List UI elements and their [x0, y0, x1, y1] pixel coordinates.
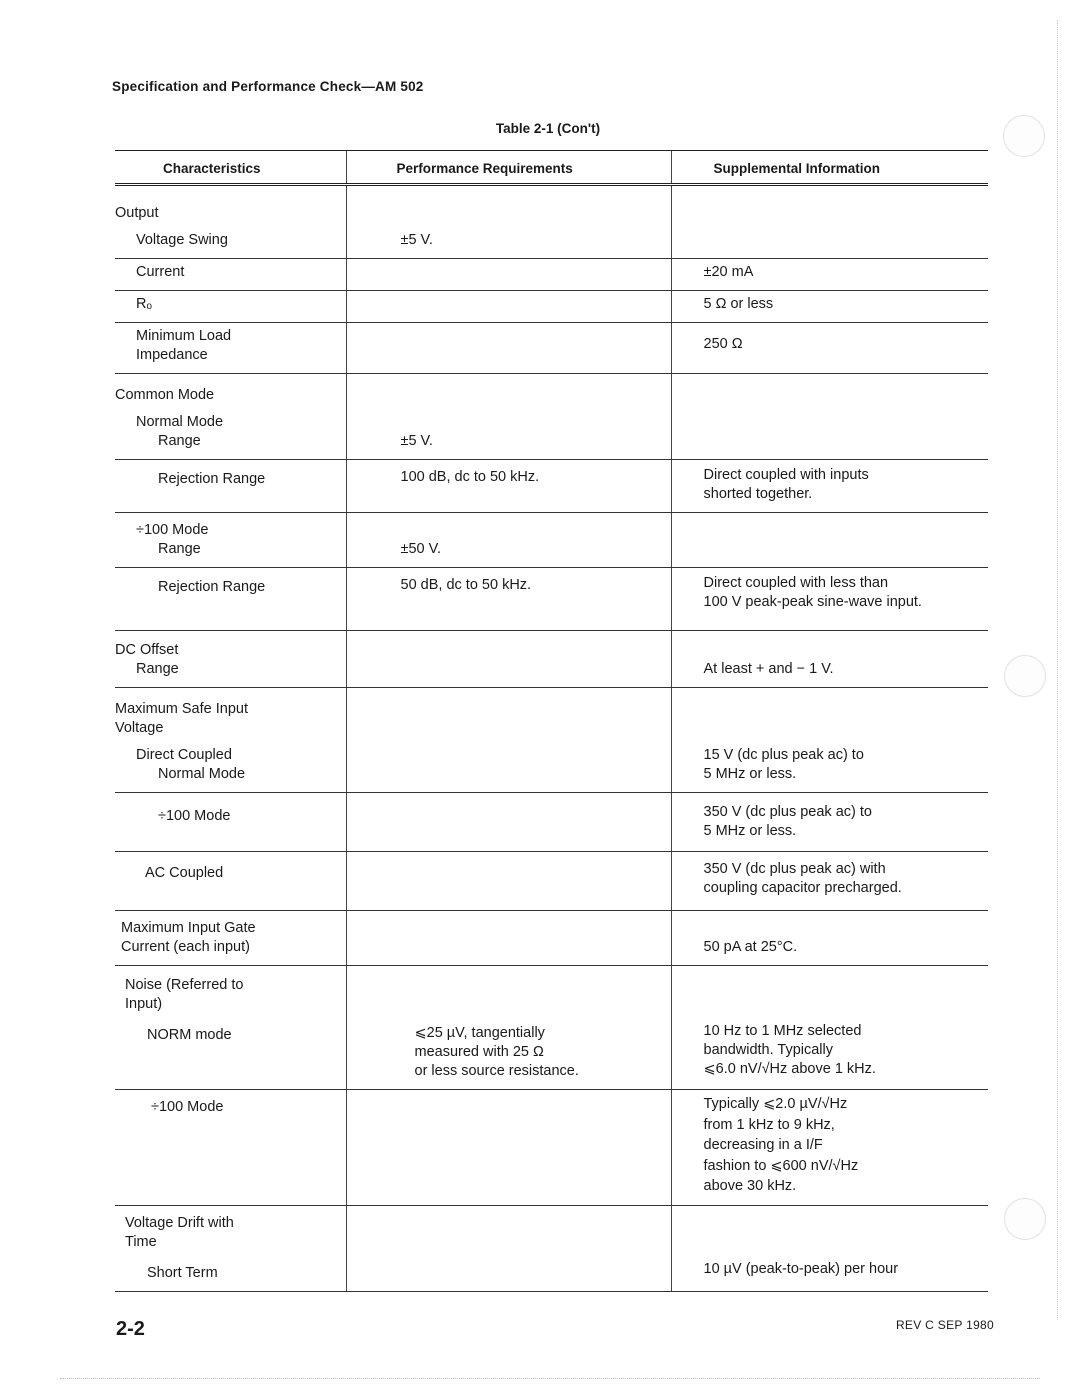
supplemental-cell: Typically ⩽2.0 µV/√Hz from 1 kHz to 9 kHz, decreasing in a I/F fashion to ⩽600 nV/√Hz above 30 kHz.	[671, 1090, 988, 1206]
supplemental-cell: 10 Hz to 1 MHz selected bandwidth. Typically ⩽6.0 nV/√Hz above 1 kHz.	[671, 1018, 988, 1090]
performance-cell	[346, 742, 671, 793]
table-row-norm-mode	[115, 1018, 988, 1090]
supplemental-cell: Direct coupled with inputs shorted together.	[671, 460, 988, 513]
table-row-current	[115, 259, 988, 291]
table-row-ac-coupled	[115, 852, 988, 911]
supplemental-cell: ±20 mA	[671, 259, 988, 291]
row-label: ÷100 Mode	[115, 793, 346, 852]
performance-cell	[346, 631, 671, 688]
table-row-voltage-drift	[115, 1205, 988, 1256]
supplemental-cell: 10 µV (peak-to-peak) per hour	[671, 1256, 988, 1292]
table-row-maximum-safe-input	[115, 688, 988, 743]
row-label: Voltage Swing	[115, 227, 346, 259]
revision-label: REV C SEP 1980	[895, 1318, 994, 1332]
table-row-common-mode	[115, 374, 988, 410]
row-label: Common Mode	[115, 387, 215, 403]
spacer-row	[115, 185, 988, 201]
row-label: Voltage Drift with Time	[125, 1214, 234, 1250]
table-row-gate-current	[115, 911, 988, 966]
row-label: Direct Coupled Normal Mode	[115, 742, 346, 793]
table-row-dc-offset	[115, 631, 988, 688]
binder-hole-top	[1003, 115, 1045, 157]
supplemental-cell: Direct coupled with less than 100 V peak-peak sine-wave input.	[671, 568, 988, 631]
row-label: Rejection Range	[115, 460, 346, 513]
specification-table	[115, 150, 988, 1292]
row-label: Minimum Load Impedance	[115, 323, 346, 374]
performance-cell: ±5 V.	[346, 409, 671, 460]
supplemental-cell: 350 V (dc plus peak ac) to 5 MHz or less.	[671, 793, 988, 852]
row-label: Rejection Range	[115, 568, 346, 631]
binder-hole-middle	[1004, 655, 1046, 697]
supplemental-cell: 350 V (dc plus peak ac) with coupling capacitor precharged.	[671, 852, 988, 911]
performance-cell	[346, 291, 671, 323]
page-number: 2-2	[116, 1318, 145, 1340]
row-label: Short Term	[115, 1256, 346, 1292]
performance-cell	[346, 1256, 671, 1292]
table-row-safe-div100-mode	[115, 793, 988, 852]
performance-cell	[346, 852, 671, 911]
table-title: Table 2-1 (Con't)	[495, 121, 601, 136]
page-edge-mark	[1057, 20, 1058, 1320]
performance-cell: 100 dB, dc to 50 kHz.	[346, 460, 671, 513]
table-row-noise	[115, 966, 988, 1019]
performance-cell	[346, 911, 671, 966]
table-row-ro	[115, 291, 988, 323]
performance-cell: ±50 V.	[346, 513, 671, 568]
table-row-direct-coupled	[115, 742, 988, 793]
supplemental-cell: 250 Ω	[671, 323, 988, 374]
supplemental-cell: 15 V (dc plus peak ac) to 5 MHz or less.	[671, 742, 988, 793]
row-label: ÷100 Mode	[115, 1090, 346, 1206]
row-label: Normal Mode Range	[115, 409, 346, 460]
supplemental-cell	[671, 513, 988, 568]
supplemental-cell: At least + and − 1 V.	[671, 631, 988, 688]
binder-hole-bottom	[1004, 1198, 1046, 1240]
table-header-row	[115, 151, 988, 185]
row-label: Noise (Referred to Input)	[125, 977, 244, 1012]
table-row-noise-div100-mode	[115, 1090, 988, 1206]
column-header-supplemental: Supplemental Information	[671, 151, 988, 185]
table-row-short-term	[115, 1256, 988, 1292]
column-header-characteristics: Characteristics	[115, 151, 346, 185]
table-row-voltage-swing	[115, 227, 988, 259]
supplemental-cell: 5 Ω or less	[671, 291, 988, 323]
performance-cell: ⩽25 µV, tangentially measured with 25 Ω or less source resistance.	[346, 1018, 671, 1090]
table-row-normal-rejection	[115, 460, 988, 513]
table-row-minimum-load	[115, 323, 988, 374]
performance-cell	[346, 323, 671, 374]
supplemental-cell	[671, 227, 988, 259]
row-label: Rₒ	[115, 291, 346, 323]
table-row-div100-mode	[115, 513, 988, 568]
performance-cell	[346, 793, 671, 852]
row-label: Output	[115, 205, 159, 221]
performance-cell	[346, 259, 671, 291]
performance-cell: ±5 V.	[346, 227, 671, 259]
column-header-performance: Performance Requirements	[346, 151, 671, 185]
row-label: Maximum Safe Input Voltage	[115, 701, 248, 736]
table-row-div100-rejection	[115, 568, 988, 631]
performance-cell: 50 dB, dc to 50 kHz.	[346, 568, 671, 631]
row-label: DC Offset Range	[115, 631, 346, 688]
performance-cell	[346, 1090, 671, 1206]
supplemental-cell	[671, 409, 988, 460]
table-row-output	[115, 200, 988, 227]
row-label: ÷100 Mode Range	[115, 513, 346, 568]
supplemental-cell: 50 pA at 25°C.	[671, 911, 988, 966]
scan-edge-dots	[60, 1378, 1040, 1379]
row-label: NORM mode	[115, 1018, 346, 1090]
row-label: AC Coupled	[115, 852, 346, 911]
row-label: Current	[115, 259, 346, 291]
row-label: Maximum Input Gate Current (each input)	[115, 911, 346, 966]
section-title: Specification and Performance Check—AM 502	[112, 79, 424, 94]
table-row-normal-mode	[115, 409, 988, 460]
